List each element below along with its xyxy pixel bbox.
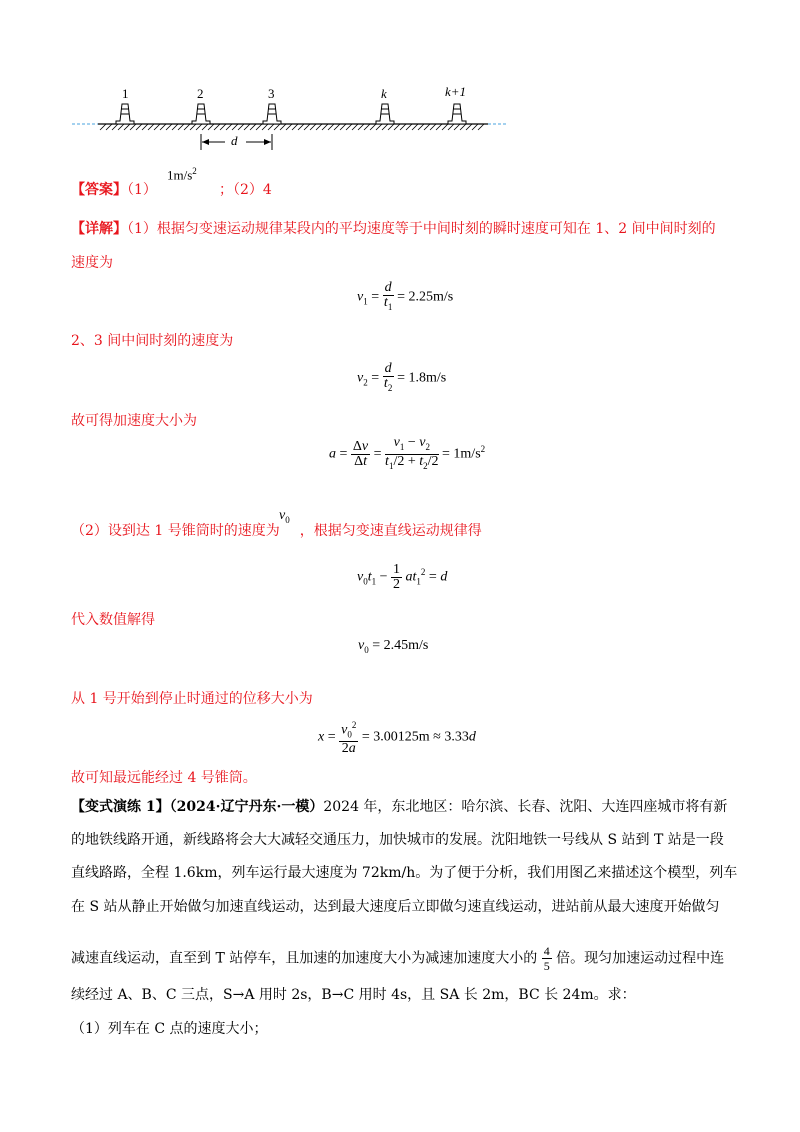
cone-label-k: k — [381, 86, 387, 101]
equation-x: x = $\frac{v_0^2}{2a}$ = 3.00125m ≈ 3.33d — [318, 720, 476, 757]
equation-v2: $v_2$ = $\frac{d}{t_2}$ = 1.8m/s — [357, 361, 447, 393]
cone-2 — [192, 104, 210, 124]
cone-3 — [263, 104, 281, 124]
answer-line — [71, 180, 157, 200]
exercise-line-5: 减速直线运动，直至到 T 站停车，且加速的加速度大小为减速加速度大小的 $\frac{4}{5}$ 倍。现匀加速运动过程中连 — [71, 944, 725, 973]
cone-label-1: 1 — [122, 86, 129, 101]
equation-displacement: $v_0t_1$ − $\frac{1}{2}$ $at_1^2 = d$ — [357, 562, 448, 592]
ground-hatch — [100, 124, 484, 130]
exercise-line-3: 直线路路，全程 1.6km，列车运行最大速度为 72km/h。为了便于分析，我们用图乙来描述这个模型，列车 — [71, 865, 738, 881]
answer-part2: ；（2）4 — [219, 182, 272, 198]
answer-tag: 【答案】 — [71, 182, 127, 198]
exercise-line-4: 在 S 站从静止开始做匀加速直线运动，达到最大速度后立即做匀速直线运动，进站前从最大速度开始做匀 — [71, 899, 720, 915]
cone-label-3: 3 — [268, 86, 275, 101]
cone-label-k-plus-1: k+1 — [445, 84, 467, 99]
detail-line-4: 故可得加速度大小为 — [71, 413, 197, 429]
detail-line-6: 代入数值解得 — [71, 612, 155, 628]
equation-a: a = $\frac{\Delta v}{\Delta t}$ = $\frac{v_1 - v_2}{t_1/2 + t_2/2}$ = $1m/s^2$ — [329, 435, 486, 471]
detail-line-1: 【详解】（1）根据匀变速运动规律某段内的平均速度等于中间时刻的瞬时速度可知在 1、2 间中间时刻的 — [71, 221, 716, 237]
cone-k-plus-1 — [448, 104, 466, 124]
symbol-v0: $v_0$ — [279, 508, 290, 525]
detail-line-3: 2、3 间中间时刻的速度为 — [71, 333, 234, 349]
detail-line-5: （2）设到达 1 号锥筒时的速度为 ，根据匀变速直线运动规律得 — [71, 523, 482, 539]
detail-line-2: 速度为 — [71, 255, 113, 271]
exercise-line-1: 【变式演练 1】（2024·辽宁丹东·一模）2024 年，东北地区：哈尔滨、长春、沈阳、大连四座城市将有新 — [71, 799, 728, 815]
distance-label: d — [231, 133, 238, 148]
cone-1 — [116, 104, 134, 124]
cone-k — [376, 104, 394, 124]
cones-figure — [70, 80, 510, 160]
exercise-line-6: 续经过 A、B、C 三点，S→A 用时 2s，B→C 用时 4s，且 SA 长 2m，BC 长 24m。求： — [71, 987, 636, 1003]
detail-line-7: 从 1 号开始到停止时通过的位移大小为 — [71, 691, 313, 707]
answer-part1-label: （1） — [127, 182, 157, 198]
exercise-line-2: 的地铁线路开通，新线路将会大大减轻交通压力，加快城市的发展。沈阳地铁一号线从 S 站到 T 站是一段 — [71, 832, 724, 848]
detail-tag: 【详解】 — [71, 221, 127, 237]
cone-label-2: 2 — [197, 86, 204, 101]
exercise-question-1: （1）列车在 C 点的速度大小； — [71, 1021, 268, 1037]
exercise-source: （2024·辽宁丹东·一模） — [169, 799, 324, 815]
equation-v0: $v_0 = 2.45m/s$ — [358, 638, 429, 655]
equation-v1: $v_1$ = $\frac{d}{t_1}$ = 2.25m/s — [357, 280, 454, 312]
detail-line-8: 故可知最远能经过 4 号锥筒。 — [71, 770, 257, 786]
exercise-tag: 【变式演练 1】 — [71, 799, 170, 815]
answer-v1: $1m/s^2$ — [167, 166, 197, 183]
